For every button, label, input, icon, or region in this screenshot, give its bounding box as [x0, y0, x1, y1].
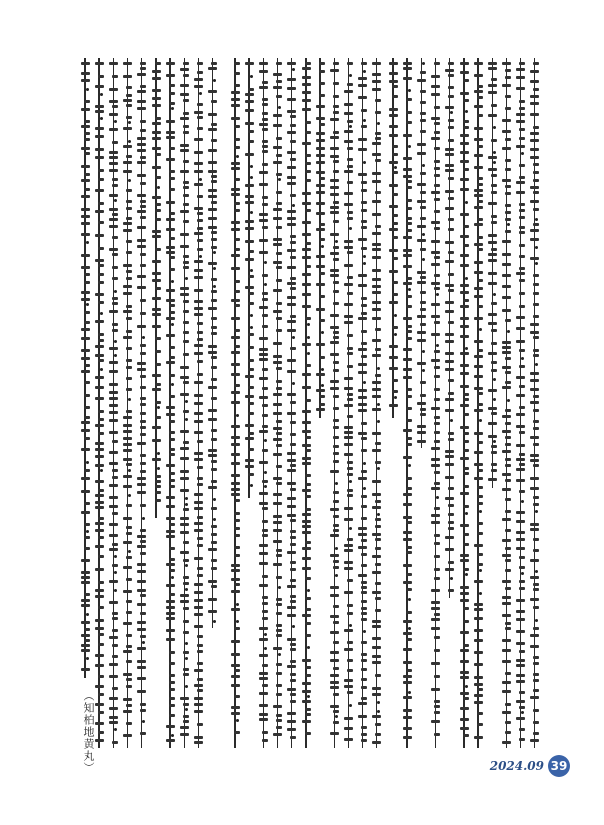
script-line — [151, 58, 162, 748]
script-line — [416, 58, 427, 748]
script-line — [108, 58, 119, 748]
script-line — [286, 58, 297, 748]
text-column-middle — [228, 58, 384, 748]
script-line — [459, 58, 470, 748]
script-line — [515, 58, 526, 748]
script-line — [473, 58, 484, 748]
script-line — [329, 58, 340, 748]
script-line — [501, 58, 512, 748]
script-line — [371, 58, 382, 748]
script-line — [193, 58, 204, 748]
script-line — [179, 58, 190, 748]
script-line — [122, 58, 133, 748]
script-line — [487, 58, 498, 748]
script-line — [402, 58, 413, 748]
script-line — [529, 58, 540, 748]
script-line — [258, 58, 269, 748]
script-line — [244, 58, 255, 748]
script-line — [388, 58, 399, 748]
script-line — [94, 58, 105, 748]
script-line — [315, 58, 326, 748]
script-line — [80, 58, 91, 748]
page-number-badge: 39 — [548, 755, 570, 777]
script-line — [301, 58, 312, 748]
script-line — [136, 58, 147, 748]
script-line — [230, 58, 241, 748]
script-line — [357, 58, 368, 748]
page-footer — [490, 755, 570, 777]
script-line — [430, 58, 441, 748]
text-column-right — [386, 58, 542, 748]
text-column-left — [78, 58, 220, 748]
script-line — [165, 58, 176, 748]
script-line — [207, 58, 218, 748]
issue-number: 2024.09 — [489, 759, 544, 773]
script-line — [343, 58, 354, 748]
script-line — [444, 58, 455, 748]
script-line — [272, 58, 283, 748]
chinese-medicine-name: （知柏地黄丸） — [82, 690, 95, 774]
